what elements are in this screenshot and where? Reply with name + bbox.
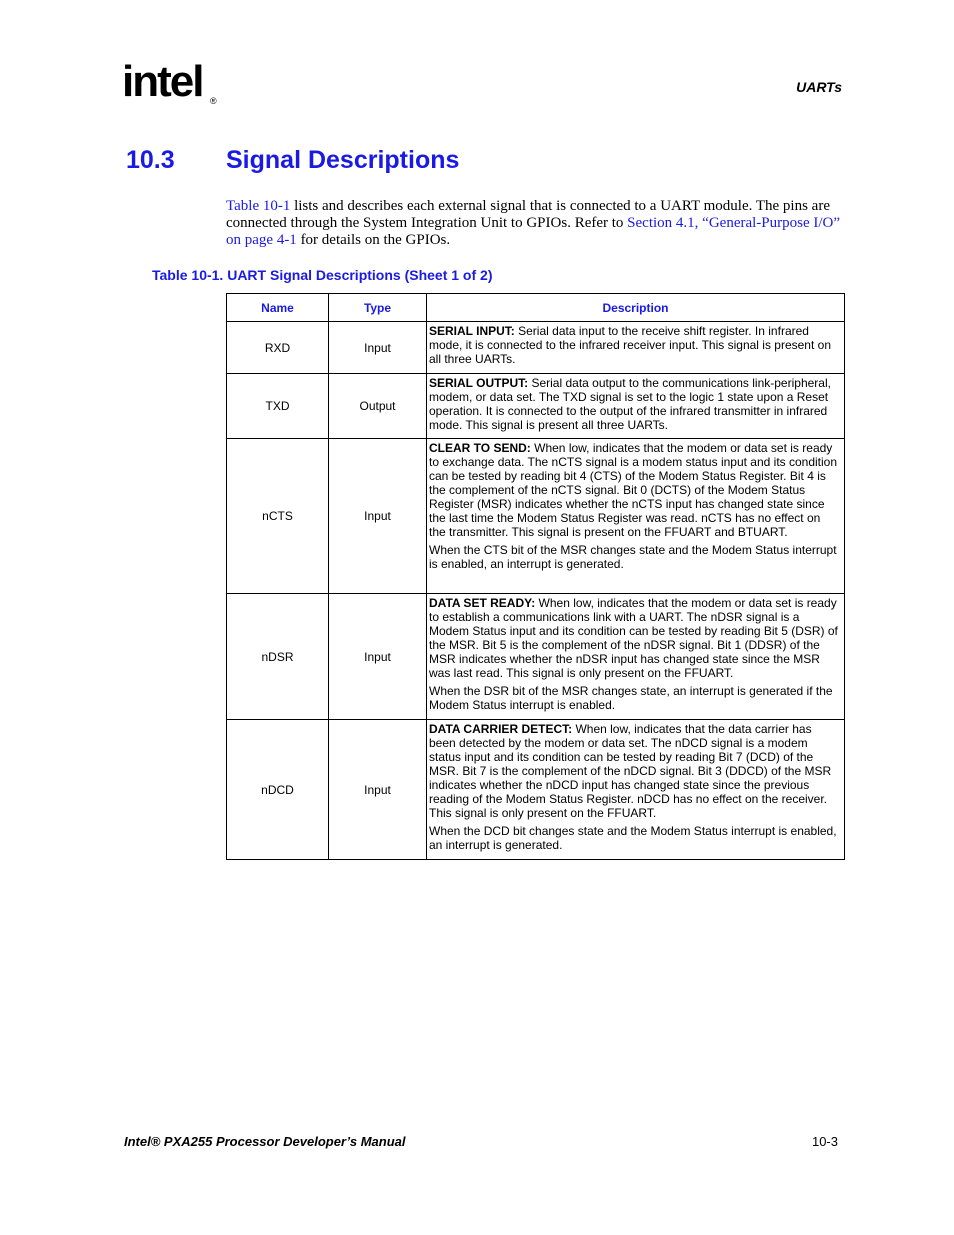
description-text: Serial data input to the receive shift register. In infrared mode, it is connected to the infrared receiver input. This signal is present on all three UARTs.	[429, 324, 831, 366]
signal-description	[427, 594, 845, 720]
description-heading: DATA CARRIER DETECT:	[429, 722, 573, 736]
intro-paragraph	[226, 198, 841, 249]
signal-description	[427, 322, 845, 374]
description-heading: CLEAR TO SEND:	[429, 441, 531, 455]
table-caption: Table 10-1. UART Signal Descriptions (Sheet 1 of 2)	[152, 267, 493, 283]
section-reference-link[interactable]: Section 4.1, “General-Purpose I/O” on page 4-1	[226, 215, 841, 248]
signal-name: nDCD	[227, 720, 329, 860]
section-number: 10.3	[126, 146, 175, 174]
description-heading: DATA SET READY:	[429, 596, 536, 610]
header-description: Description	[427, 294, 845, 322]
signal-type: Output	[329, 374, 427, 439]
signal-name: nDSR	[227, 594, 329, 720]
table-reference-link[interactable]: Table 10-1	[226, 198, 291, 214]
running-header: UARTs	[796, 79, 842, 95]
footer-page-number: 10-3	[811, 1134, 838, 1149]
intro-text-2: for details on the GPIOs.	[296, 232, 451, 248]
signal-type: Input	[329, 439, 427, 594]
uart-signal-table	[226, 293, 845, 860]
signal-type: Input	[329, 720, 427, 860]
signal-type: Input	[329, 594, 427, 720]
description-text: When low, indicates that the modem or data set is ready to exchange data. The nCTS signal is a modem status input and its condition can be tested by reading bit 4 (CTS) of the Modem Status Register. Bit 4 is the complement of the nCTS signal. Bit 0 (DCTS) of the Modem Status Register (MSR) indicates whether the nCTS input has changed state since the last time the Modem Status Register was read. nCTS has no effect on the transmitter. This signal is present on the FFUART and BTUART.	[429, 441, 838, 539]
signal-description	[427, 720, 845, 860]
description-note: When the CTS bit of the MSR changes state and the Modem Status interrupt is enabled, an interrupt is generated.	[429, 543, 837, 571]
table-header-row	[227, 294, 845, 322]
header-name: Name	[227, 294, 329, 322]
intro-text-1: lists and describes each external signal that is connected to a UART module. The pins are connected through the System Integration Unit to GPIOs. Refer to	[226, 198, 830, 231]
signal-name: RXD	[227, 322, 329, 374]
signal-name: nCTS	[227, 439, 329, 594]
signal-type: Input	[329, 322, 427, 374]
intel-logo	[122, 57, 217, 106]
section-heading	[126, 146, 459, 175]
description-heading: SERIAL INPUT:	[429, 324, 515, 338]
table-row	[227, 720, 845, 860]
table-row	[227, 322, 845, 374]
table-row	[227, 374, 845, 439]
description-note: When the DCD bit changes state and the Modem Status interrupt is enabled, an interrupt is generated.	[429, 824, 837, 852]
signal-description	[427, 374, 845, 439]
description-heading: SERIAL OUTPUT:	[429, 376, 529, 390]
footer-manual-title: Intel® PXA255 Processor Developer’s Manual	[124, 1134, 406, 1149]
table-row	[227, 594, 845, 720]
section-title: Signal Descriptions	[226, 146, 460, 174]
logo-wordmark: intel	[122, 57, 203, 106]
header-type: Type	[329, 294, 427, 322]
description-note: When the DSR bit of the MSR changes state, an interrupt is generated if the Modem Status interrupt is enabled.	[429, 684, 833, 712]
signal-description	[427, 439, 845, 594]
description-text: When low, indicates that the data carrier has been detected by the modem or data set. The nDCD signal is a modem status input and its condition can be tested by reading Bit 7 (DCD) of the MSR. Bit 7 is the complement of the nDCD signal. Bit 3 (DDCD) of the MSR indicates whether the nDCD input has changed state since the previous reading of the Modem Status Register. nDCD has no effect on the receiver. This signal is only present on the FFUART.	[429, 722, 832, 820]
description-text: When low, indicates that the modem or data set is ready to establish a communications link with a UART. The nDSR signal is a Modem Status input and its condition can be tested by reading Bit 5 (DSR) of the MSR. Bit 5 is the complement of the nDSR signal. Bit 1 (DDSR) of the MSR indicates whether the nDSR input has changed state since the MSR was last read. This signal is only present on the FFUART.	[429, 596, 838, 680]
logo-registered-mark: ®	[210, 96, 217, 106]
table-row	[227, 439, 845, 594]
signal-name: TXD	[227, 374, 329, 439]
description-text: Serial data output to the communications link-peripheral, modem, or data set. The TXD signal is set to the logic 1 state upon a Reset operation. It is connected to the output of the infrared transmitter in infrared mode. This signal is present all three UARTs.	[429, 376, 831, 432]
